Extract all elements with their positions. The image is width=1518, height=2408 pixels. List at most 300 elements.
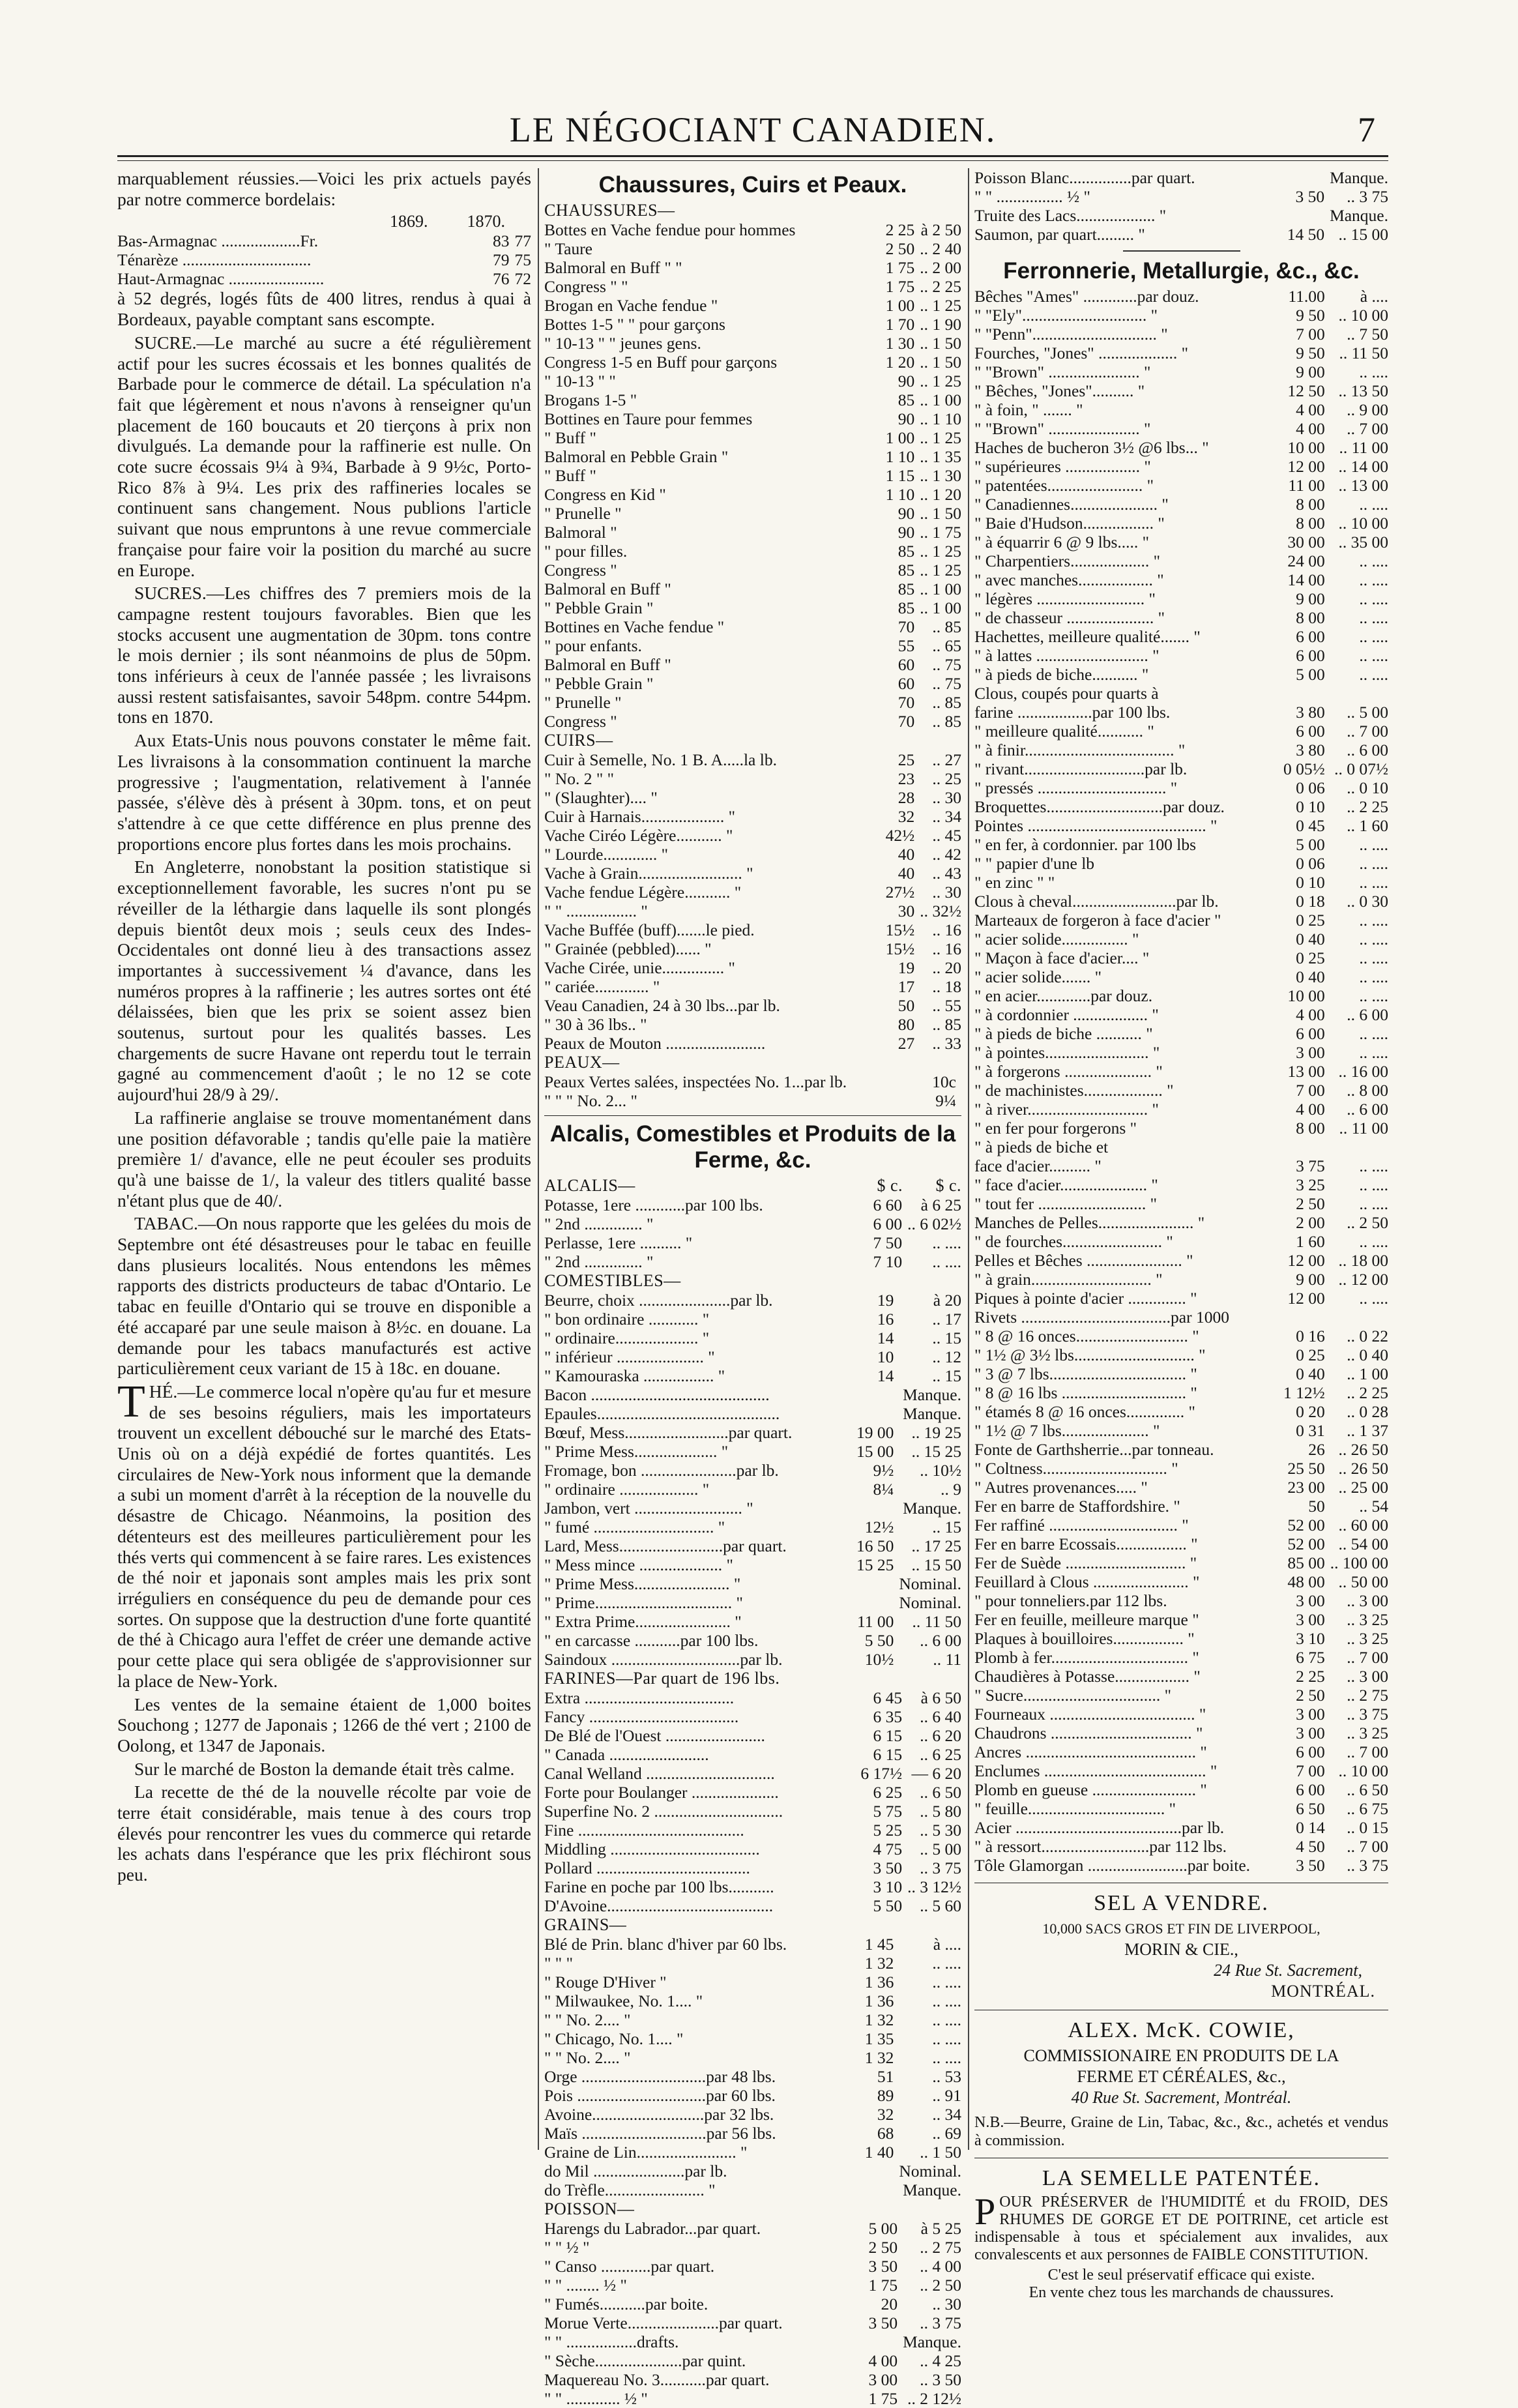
row-value: 70 [898,693,915,712]
price-row [974,1402,1388,1421]
row-value: 6 00 [1296,1780,1325,1799]
row-label: Brogans 1-5 " [544,390,637,409]
price-row [974,1043,1388,1062]
price-row [544,1385,961,1404]
row-value: .. .... [1359,646,1388,665]
row-label: Manches de Pelles....................... " [974,1213,1205,1232]
row-label: Saindoux ...............................par lb. [544,1650,783,1669]
row-label: " " ................. " [544,902,648,920]
row-label: " pour tonneliers.par 112 lbs. [974,1591,1167,1610]
row-value: 85 [898,598,915,617]
row-value [851,1385,894,1404]
row-value: .. 1 50 [920,504,961,523]
row-value: 3 50 [868,2257,898,2276]
price-row [974,1289,1388,1308]
price-row [974,627,1388,646]
row-label: Balmoral " [544,523,617,542]
row-value: .. .... [1359,1175,1388,1194]
column-divider-2 [968,168,969,2150]
row-label: Blé de Prin. blanc d'hiver par 60 lbs. [544,1935,787,1954]
row-value: 7 00 [1296,325,1325,344]
row-value: 4 75 [873,1840,903,1858]
row-value: .. 3 75 [920,2313,961,2332]
row-value: .. 1 37 [1347,1421,1388,1440]
row-value: .. 85 [932,617,961,636]
price-row [544,2238,961,2257]
ad-sel-line1: 10,000 SACS GROS ET FIN DE LIVERPOOL, [1042,1920,1321,1937]
price-row [974,1761,1388,1780]
row-value: 6 00 [1296,722,1325,741]
row-label: " "Ely".............................. " [974,306,1158,325]
row-label: " Lourde............. " [544,845,669,864]
price-row [544,523,961,542]
price-row [974,1799,1388,1818]
row-label: Brogan en Vache fendue " [544,296,718,315]
row-label: Avoine...........................par 32 lbs. [544,2105,774,2124]
row-value: 0 10 [1296,873,1325,892]
row-value: .. 16 00 [1338,1062,1388,1081]
row-value: 89 [877,2086,894,2105]
row-label: Saumon, par quart......... " [974,225,1145,244]
row-label: " Taure [544,239,592,258]
price-row [544,883,961,902]
row-value: 90 [898,523,915,542]
price-row [974,1232,1388,1251]
row-value: 1 70 [885,315,915,334]
row-label: Fourneaux ................................... " [974,1705,1206,1724]
ad-cowie-line3: 40 Rue St. Sacrement, Montréal. [1071,2088,1292,2107]
row-value: 1 45 [864,1935,894,1954]
row-label: " Kamouraska ................. " [544,1366,725,1385]
row-value: 20 [881,2295,898,2313]
row-value: 17 [898,977,915,996]
row-value: 10 00 [1287,438,1325,457]
the-text: HÉ.—Le commerce local n'opère qu'au fur et mesure de ses besoins réguliers, mais les importateurs trouvent un excellent débouché sur le marché des Etats-Unis où on a déjà expédié de fortes quantités. Les circulaires de New-York nous informent que la demande a subi un moment d'arrêt à la réception de la nouvelle du désastre de Chicago. Néanmoins, la position des détenteurs est des meilleures particulièrement pour les thés verts qui commencent à se faire rares. Les existences de thé noir et japonais sont amples mais les prix sont irréguliers en conséquence du peu de demande pour ces sortes. On suppose que la destruction d'une forte quantité de thé à Chicago aura l'effet de créer une demande active pour cette place qui sera obligée de s'approvisionner sur la place de New-York. [117,1381,531,1691]
row-label: " Prunelle " [544,693,622,712]
price-row [544,655,961,674]
row-label: " à river............................. " [974,1100,1159,1119]
row-label: Vache Cirée, unie............... " [544,958,735,977]
price-row [974,570,1388,589]
row-value: .. 30 [932,883,961,902]
price-row [544,428,961,447]
ad-semelle-line1: OUR PRÉSERVER de l'HUMIDITÉ et du FROID, DES RHUMES DE GORGE ET DE POITRINE, cet article est indispensable à tous et spécialement aux invalides, aux convalescents et aux personnes de FAIBLE CONSTITUTION. [974,2194,1388,2263]
row-label: " à foin, " ....... " [974,400,1083,419]
row-label: " acier solide....... " [974,967,1102,986]
row-value: 7 00 [1296,1761,1325,1780]
price-row [974,1327,1388,1345]
row-value: 0 20 [1296,1402,1325,1421]
row-value: .. 91 [932,2086,961,2105]
row-value: .. .... [1359,1232,1388,1251]
row-value: à 6 25 [920,1196,961,1214]
row-value [1325,684,1388,703]
price-row [544,2010,961,2029]
row-value: 0 14 [1296,1818,1325,1837]
row-value: 6 00 [1296,1024,1325,1043]
row-value: 7 00 [1296,1081,1325,1100]
ad-cowie-line4: N.B.—Beurre, Graine de Lin, Tabac, &c., &c., achetés et vendus à commission. [974,2114,1388,2149]
row-value: .. 3 25 [1347,1629,1388,1648]
price-row [974,948,1388,967]
row-label: " feuille................................. " [974,1799,1176,1818]
price-row [974,722,1388,741]
price-row [974,168,1388,187]
row-label: Pointes ........................................... " [974,816,1218,835]
price-row [974,1175,1388,1194]
price-row [544,220,961,239]
row-value: 3 00 [868,2370,898,2389]
row-value: .. .... [1359,1043,1388,1062]
farines-heading: FARINES—Par quart de 196 lbs. [544,1669,780,1688]
price-row [544,1555,961,1574]
row-value: .. 1 25 [920,561,961,580]
row-label: " Canadiennes..................... " [974,495,1169,514]
price-row [544,2257,961,2276]
row-value: 9 50 [1296,344,1325,362]
price-row [974,1705,1388,1724]
row-label: Forte pour Boulanger ..................... [544,1783,779,1802]
row-value: .. 100 00 [1330,1553,1388,1572]
price-row [544,277,961,296]
row-label: Piques à pointe d'acier .............. " [974,1289,1197,1308]
row-value: .. 1 25 [920,542,961,561]
row-value: .. .... [1359,854,1388,873]
row-value: à 5 25 [920,2219,961,2238]
row-value: .. 1 50 [920,334,961,353]
row-value: 0 25 [1296,1345,1325,1364]
row-label: " Prime................................. " [544,1593,743,1612]
price-row [544,617,961,636]
row-label: Fonte de Garthsherrie...par tonneau. [974,1440,1214,1459]
row-value: 3 00 [1296,1610,1325,1629]
price-row [974,514,1388,533]
row-value: .. 3 75 [1347,1705,1388,1724]
row-value: .. 65 [932,636,961,655]
row-value: 14 50 [1287,225,1325,244]
row-label: " Coltness.............................. " [974,1459,1178,1478]
row-label: Pelles et Bêches ....................... " [974,1251,1193,1270]
row-label: Peaux de Mouton ........................ [544,1034,766,1053]
row-value: 30 00 [1287,533,1325,551]
row-value: 85 [898,580,915,598]
row-label: " Pebble Grain " [544,598,654,617]
price-row [544,1764,961,1783]
row-value: .. 6 20 [920,1726,961,1745]
price-row [974,1497,1388,1516]
price-row [544,1291,961,1310]
price-row [544,1896,961,1915]
row-value: 3 10 [873,1877,903,1896]
row-value: 10½ [864,1650,894,1669]
price-row [974,1572,1388,1591]
row-value: .. 6 00 [920,1631,961,1650]
row-value: 85 [898,390,915,409]
column-market-news [117,168,531,1888]
short-rule [1123,250,1240,252]
price-row [974,892,1388,911]
row-value: .. 55 [932,996,961,1015]
row-value: Manque. [1330,168,1388,187]
row-value: .. 16 [932,920,961,939]
row-value: 77 [514,231,531,251]
row-value: .. 1 00 [1347,1364,1388,1383]
row-value: .. 6 40 [920,1707,961,1726]
row-value: .. 43 [932,864,961,883]
row-value: 85 [898,561,915,580]
price-row [974,1440,1388,1459]
row-value: 1 40 [864,2143,894,2162]
price-row [974,835,1388,854]
price-row [974,1534,1388,1553]
price-row [544,580,961,598]
year-1870: 1870. [467,212,505,231]
row-value: .. 11 50 [912,1612,961,1631]
wine-note: à 52 degrés, logés fûts de 400 litres, rendus à quai à Bordeaux, payable comptant sans escompte. [117,288,531,330]
price-row [544,1196,961,1214]
row-value: .. .... [1359,362,1388,381]
price-row [544,466,961,485]
row-value: .. 6 75 [1347,1799,1388,1818]
row-value: .. 1 90 [920,315,961,334]
row-label: Clous à cheval.........................par lb. [974,892,1219,911]
row-value: .. .... [1359,948,1388,967]
row-value: 0 06 [1296,778,1325,797]
price-row [974,225,1388,244]
row-value: .. .... [1359,608,1388,627]
row-value: 5 75 [873,1802,903,1821]
row-value: 11 00 [1288,476,1325,495]
price-row [974,419,1388,438]
row-label: " " papier d'une lb [974,854,1095,873]
row-label: " en carcasse ...........par 100 lbs. [544,1631,759,1650]
row-label: " à ressort..........................par 112 lbs. [974,1837,1227,1856]
row-label: " à cordonnier .................. " [974,1005,1159,1024]
boston-paragraph: Sur le marché de Boston la demande était très calme. [134,1758,515,1779]
price-row [544,1015,961,1034]
row-label: Morue Verte......................par quart. [544,2313,783,2332]
chaussures-heading: CHAUSSURES— [544,201,675,220]
price-row [544,2313,961,2332]
price-row [974,967,1388,986]
row-value: .. 0 15 [1347,1818,1388,1837]
comestibles-table [544,1291,961,1669]
row-label: do Trèfle........................ " [544,2180,716,2199]
price-row [544,296,961,315]
row-value: .. 7 00 [1347,1837,1388,1856]
row-value: 60 [898,655,915,674]
price-row [544,1499,961,1518]
price-row [544,353,961,372]
price-row [544,2067,961,2086]
row-value: 2 00 [1296,1213,1325,1232]
row-value [1278,1138,1325,1156]
row-label: " à grain............................. " [974,1270,1163,1289]
row-value: .. 32½ [920,902,961,920]
price-row [974,1591,1388,1610]
row-label: Bottines en Vache fendue " [544,617,725,636]
row-label: Peaux Vertes salées, inspectées No. 1...par lb. [544,1072,847,1091]
row-label: Congress 1-5 en Buff pour garçons [544,353,778,372]
row-value: .. 2 25 [1347,1383,1388,1402]
row-value: .. 0 40 [1347,1345,1388,1364]
row-value: 6 50 [1296,1799,1325,1818]
price-row [544,1233,961,1252]
row-label: Balmoral en Buff " [544,580,671,598]
row-value: .. 9 [941,1480,961,1499]
row-value: .. 13 00 [1338,476,1388,495]
row-value: à 20 [933,1291,961,1310]
price-row [544,1034,961,1053]
row-label: Rivets ....................................par 1000 [974,1308,1229,1327]
row-value: 6 75 [1296,1648,1325,1667]
price-row [544,2180,961,2199]
row-label: Haches de bucheron 3½ @6 lbs... " [974,438,1209,457]
row-value: 3 50 [1296,1856,1325,1875]
row-label: " Prime Mess....................... " [544,1574,741,1593]
row-value: 48 00 [1287,1572,1325,1591]
row-label: Plaques à bouilloires................. " [974,1629,1195,1648]
row-label: Clous, coupés pour quarts à [974,684,1159,703]
row-value: 12 00 [1287,457,1325,476]
row-label: " en zinc " " [974,873,1055,892]
row-value: 8¼ [873,1480,894,1499]
row-value: .. 3 50 [920,2370,961,2389]
price-row [544,1973,961,1991]
row-value: .. 6 50 [1347,1780,1388,1799]
row-value: .. 1 00 [920,580,961,598]
price-row [974,551,1388,570]
row-value: 4 00 [1296,1005,1325,1024]
section-title-alcalis: Alcalis, Comestibles et Produits de la Ferme, &c. [549,1121,956,1173]
row-value [1282,206,1324,225]
column-price-lists [544,168,961,2408]
row-value: 3 25 [1296,1175,1325,1194]
row-label: " No. 2 " " [544,769,615,788]
row-value: .. 3 75 [920,1858,961,1877]
row-value: 1 12½ [1283,1383,1325,1402]
price-row [974,1629,1388,1648]
row-value: .. 11 00 [1339,1119,1388,1138]
row-value [851,1593,894,1612]
angleterre-paragraph: En Angleterre, nonobstant la position statistique si exceptionnellement favorable, les sucres n'ont pu se réveiller de la léthargie dans laquelle ils sont plongés depuis bientôt deux mois ; seuls ceux des Indes-Occidentales ont donné lieu à des transactions assez importantes à successivement ¼ d'avance, dans les numéros propres à la raffinerie ; les autres sortes ont été délaissées, bien que les prix se soient assez bien soutenus, surtout pour les qualités basses. Les chargements de sucre Havane ont reperdu tout le terrain gagné au commencement d'août ; le no 12 se cote aujourd'hui 28/9 à 29/. [117,857,531,1105]
row-value: 32 [898,807,915,826]
row-label: " Extra Prime....................... " [544,1612,742,1631]
price-row [544,788,961,807]
row-label: Cuir à Semelle, No. 1 B. A.....la lb. [544,750,777,769]
row-value [860,2180,894,2199]
row-value: .. 17 [932,1310,961,1329]
row-value: .. 85 [932,1015,961,1034]
row-value: .. 1 25 [920,372,961,390]
price-row [544,2351,961,2370]
row-value: .. 1 20 [920,485,961,504]
row-value: 70 [898,712,915,731]
row-value [860,2162,894,2180]
price-row [974,1478,1388,1497]
row-label: Pollard ..................................... [544,1858,750,1877]
row-label: " Maçon à face d'acier.... " [974,948,1150,967]
price-row [544,2048,961,2067]
price-row [544,1366,961,1385]
row-label: " " ................ ½ " [974,187,1090,206]
row-label: " Canada ........................ [544,1745,709,1764]
row-value: 8 00 [1296,1119,1325,1138]
price-row [974,589,1388,608]
row-value: 12½ [864,1518,894,1536]
row-label: Farine en poche par 100 lbs........... [544,1877,774,1896]
row-value: 25 50 [1287,1459,1325,1478]
row-label: Fine ........................................ [544,1821,744,1840]
row-value: 3 00 [1296,1043,1325,1062]
row-value: 6 00 [1296,627,1325,646]
recolte-paragraph: La recette de thé de la nouvelle récolte par voie de terre était considérable, mais tenue à des cours trop élevés pour rencontrer les vues du commerce qui retarde les achats dans l'espérance que les prix fléchiront sous peu. [117,1782,531,1885]
row-value: 60 [898,674,915,693]
row-value: .. 1 25 [920,428,961,447]
row-value: 52 00 [1287,1534,1325,1553]
row-value: 4 00 [868,2351,898,2370]
row-value: 1 32 [864,2048,894,2067]
row-label: Feuillard à Clous ....................... " [974,1572,1200,1591]
row-value: Manque. [903,1499,961,1518]
row-label: " pour enfants. [544,636,642,655]
row-label: Bœuf, Mess.........................par quart. [544,1423,793,1442]
price-row [974,476,1388,495]
row-label: " de fourches........................ " [974,1232,1173,1251]
row-label: " légères .......................... " [974,589,1156,608]
price-row [974,457,1388,476]
row-value: .. 1 75 [920,523,961,542]
cuirs-heading: CUIRS— [544,731,613,750]
row-label: " ordinaire.................... " [544,1329,710,1347]
row-value: 26 [1308,1440,1325,1459]
row-label: Maquereau No. 3...........par quart. [544,2370,770,2389]
price-row [544,1821,961,1840]
row-value: à .... [933,1935,961,1954]
row-label: " " " [544,1954,573,1973]
row-value: 85 [898,542,915,561]
row-label: " Milwaukee, No. 1.... " [544,1991,703,2010]
row-value: .. 20 [932,958,961,977]
row-value: .. 0 28 [1347,1402,1388,1421]
row-value: .. 1 30 [920,466,961,485]
ad-sel-line4: MONTRÉAL. [1271,1982,1375,2001]
row-value: Manque. [1330,206,1388,225]
price-row [544,2389,961,2408]
row-value: .. 15 [932,1518,961,1536]
row-label: Orge ..............................par 48 lbs. [544,2067,776,2086]
row-value: 0 45 [1296,816,1325,835]
row-label: Plomb en gueuse ......................... " [974,1780,1207,1799]
row-value: .. .... [932,2010,961,2029]
row-label: Fromage, bon .......................par lb. [544,1461,779,1480]
price-row [974,438,1388,457]
row-label: " de machinistes................... " [974,1081,1174,1100]
row-value: 8 00 [1296,514,1325,533]
row-value: .. 53 [932,2067,961,2086]
price-row [544,1404,961,1423]
row-value: 0 40 [1296,967,1325,986]
price-row [974,1251,1388,1270]
row-value: .. 25 [932,769,961,788]
row-label: Bottes 1-5 " " pour garçons [544,315,725,334]
row-value: .. 26 50 [1338,1459,1388,1478]
row-label: " étamés 8 @ 16 onces.............. " [974,1402,1195,1421]
row-value: .. 6 50 [920,1783,961,1802]
column-divider-1 [538,168,539,2150]
row-value: .. 1 10 [920,409,961,428]
row-label: " Fumés...........par boite. [544,2295,708,2313]
